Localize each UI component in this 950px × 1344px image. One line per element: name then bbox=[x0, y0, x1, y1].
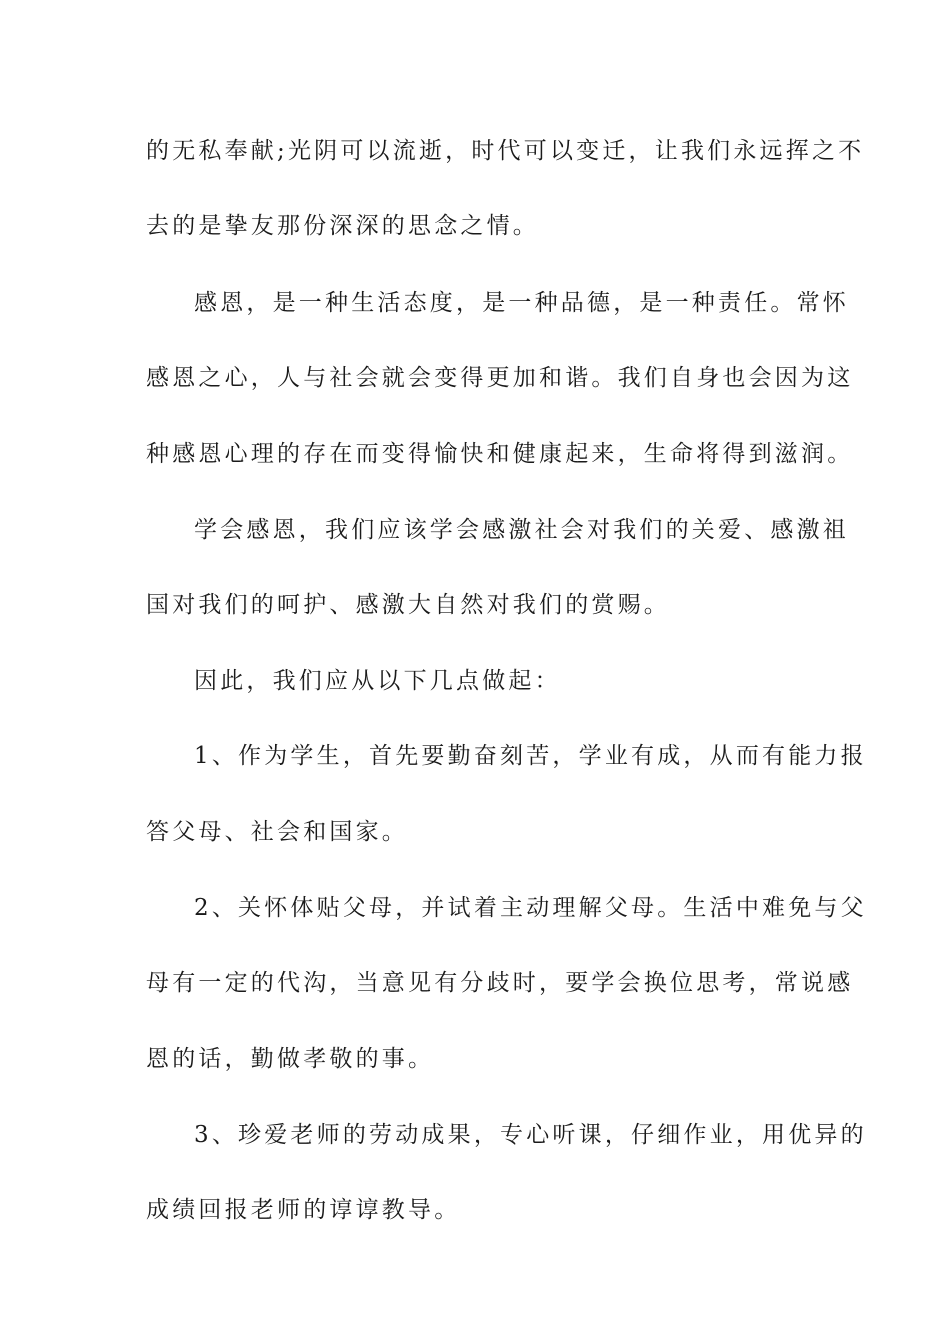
text-line: 因此，我们应从以下几点做起： bbox=[194, 668, 561, 694]
text-line: 3、珍爱老师的劳动成果，专心听课，仔细作业，用优异的 bbox=[194, 1122, 867, 1148]
text-line: 母有一定的代沟，当意见有分歧时，要学会换位思考，常说感 bbox=[146, 970, 854, 996]
text-line: 答父母、社会和国家。 bbox=[146, 819, 408, 845]
text-line: 恩的话，勤做孝敬的事。 bbox=[146, 1046, 435, 1072]
text-line: 感恩之心，人与社会就会变得更加和谐。我们自身也会因为这 bbox=[146, 365, 854, 391]
text-line: 种感恩心理的存在而变得愉快和健康起来，生命将得到滋润。 bbox=[146, 441, 854, 467]
text-line: 感恩，是一种生活态度，是一种品德，是一种责任。常怀 bbox=[194, 290, 849, 316]
text-line: 1、作为学生，首先要勤奋刻苦，学业有成，从而有能力报 bbox=[194, 743, 867, 769]
text-line: 的无私奉献;光阴可以流逝，时代可以变迁，让我们永远挥之不 bbox=[146, 138, 865, 164]
text-line: 去的是挚友那份深深的思念之情。 bbox=[146, 213, 539, 239]
text-line: 国对我们的呵护、感激大自然对我们的赏赐。 bbox=[146, 592, 670, 618]
text-line: 2、关怀体贴父母，并试着主动理解父母。生活中难免与父 bbox=[194, 895, 867, 921]
text-line: 成绩回报老师的谆谆教导。 bbox=[146, 1197, 461, 1223]
text-line: 学会感恩，我们应该学会感激社会对我们的关爱、感激祖 bbox=[194, 517, 849, 543]
